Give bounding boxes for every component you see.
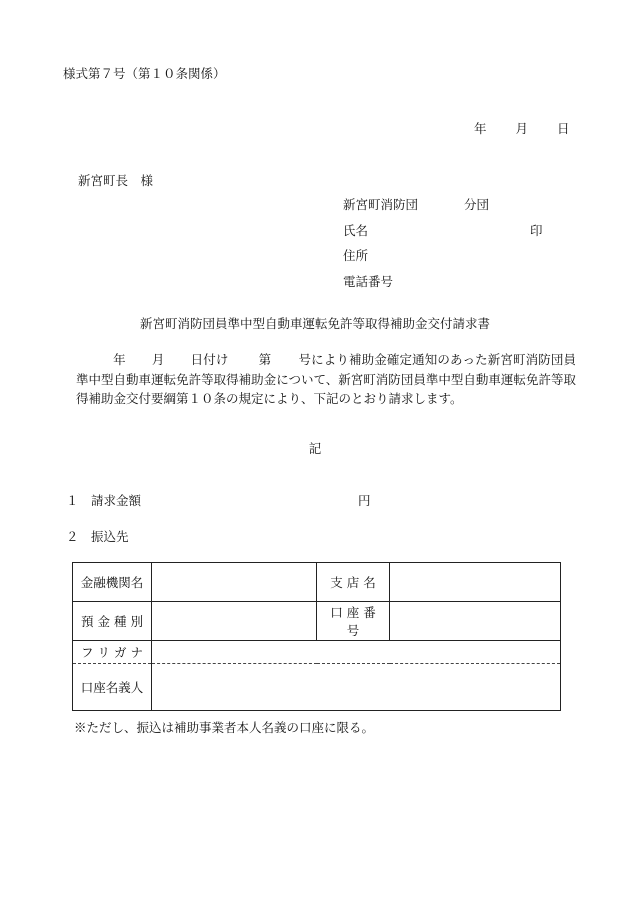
account-number-field[interactable] [390, 602, 561, 641]
deposit-type-field[interactable] [152, 602, 317, 641]
body-number-prefix: 第 [258, 352, 272, 367]
document-title: 新宮町消防団員準中型自動車運転免許等取得補助金交付請求書 [139, 316, 490, 331]
date-month: 月 [515, 121, 529, 136]
transfer-note: ※ただし、振込は補助事業者本人名義の口座に限る。 [74, 720, 375, 735]
body-date-suffix: 日付け [190, 352, 229, 367]
account-holder-field[interactable] [152, 664, 561, 711]
bank-row-furigana [73, 641, 561, 664]
institution-field[interactable] [152, 563, 317, 602]
body-month: 月 [151, 352, 165, 367]
address-row [343, 248, 563, 274]
bank-row-institution [73, 563, 561, 602]
bank-table [72, 562, 561, 711]
name-label: 氏名 [343, 222, 369, 238]
bank-row-deposit [73, 602, 561, 641]
fire-corps-label: 新宮町消防団 [343, 197, 419, 212]
form-number: 様式第７号（第１０条関係） [63, 66, 226, 81]
phone-row [343, 274, 563, 300]
account-holder-label: 口座名義人 [73, 664, 152, 711]
request-amount-label: １ 請求金額 [66, 493, 142, 508]
date-year: 年 [474, 121, 487, 136]
body-paragraph [76, 350, 576, 409]
phone-label: 電話番号 [343, 273, 394, 289]
branch-label: 分団 [464, 197, 490, 212]
seal-label: 印 [530, 222, 543, 238]
deposit-type-label: 預 金 種 別 [73, 602, 152, 641]
ki-heading: 記 [308, 441, 322, 456]
branch-name-label: 支 店 名 [317, 563, 390, 602]
institution-label: 金融機関名 [73, 563, 152, 602]
yen-unit: 円 [358, 493, 371, 508]
furigana-label: フ リ ガ ナ [73, 641, 152, 664]
date-line [474, 121, 570, 137]
name-row [343, 223, 563, 249]
account-number-label: 口 座 番 号 [317, 602, 390, 641]
body-text: 号により補助金確定通知のあった新宮町消防団員準中型自動車運転免許等取得補助金について、新宮町消防団員準中型自動車運転免許等取得補助金交付要綱第１０条の規定により、下記のとおり請求します。 [76, 352, 576, 406]
item-transfer-destination: ２ 振込先 [66, 529, 129, 544]
date-day: 日 [557, 121, 570, 136]
applicant-block [343, 197, 563, 299]
fire-corps-row [343, 197, 563, 223]
body-year: 年 [113, 352, 126, 367]
address-label: 住所 [343, 248, 369, 263]
bank-row-account-holder [73, 664, 561, 711]
branch-name-field[interactable] [390, 563, 561, 602]
addressee: 新宮町長 様 [78, 173, 154, 188]
furigana-field[interactable] [152, 641, 561, 664]
item-request-amount [66, 493, 371, 509]
